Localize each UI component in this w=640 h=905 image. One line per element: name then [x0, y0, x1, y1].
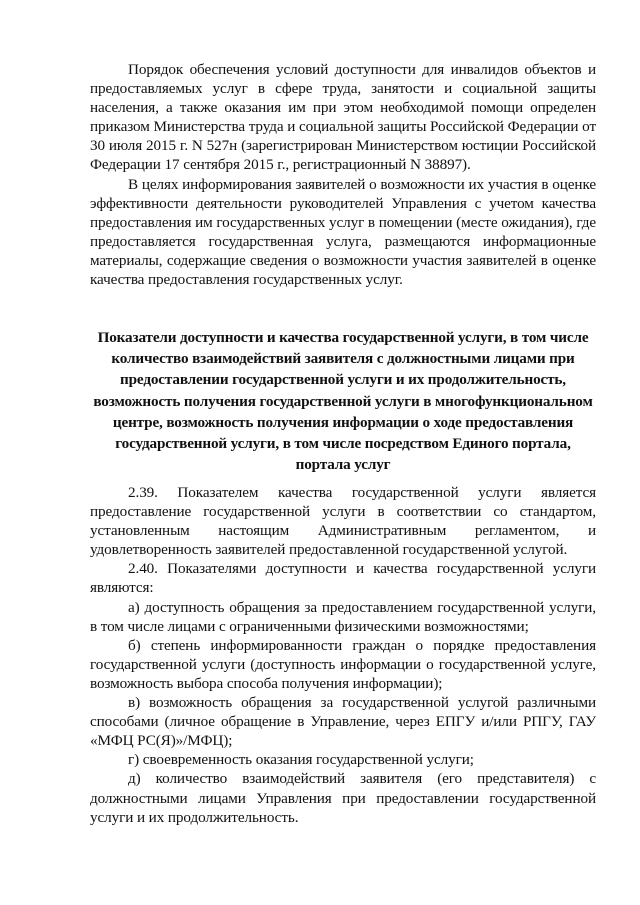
intro-paragraph-1: Порядок обеспечения условий доступности для инвалидов объектов и предоставляемых услуг в сфере труда, занятости и социальной защиты населения, а также оказания им при этом необходимой помощи определен приказом Министерства труда и социальной защиты Российской Федерации от 30 июля 2015 г. N 527н (зарегистрирован Министерством юстиции Российской Федерации 17 сентября 2015 г., регистрационный N 38897).: [90, 61, 596, 174]
intro-text: [90, 60, 596, 289]
section-body: [90, 483, 596, 827]
paragraph-2-39: 2.39. Показателем качества государственной услуги является предоставление государственной услуги в соответствии со стандартом, установленным настоящим Административным регламентом, и удовлетворенность заявителей предоставленной государственной услугой.: [90, 484, 596, 559]
section-heading: Показатели доступности и качества государственной услуги, в том числе количество взаимодействий заявителя с должностными лицами при предоставлении государственной услуги и их продолжительность, возможность получения государственной услуги в многофункциональном центре, возможность получения информации о ходе предоставления государственной услуги, в том числе посредством Единого портала, портала услуг: [93, 329, 593, 474]
paragraph-2-40: 2.40. Показателями доступности и качества государственной услуги являются:: [90, 560, 596, 597]
list-item-b: б) степень информированности граждан о порядке предоставления государственной услуги (доступность информации о государственной услуге, возможность выбора способа получения информации);: [90, 636, 596, 692]
list-item-v: в) возможность обращения за государственной услугой различными способами (личное обращение в Управление, через ЕПГУ и/или РПГУ, ГАУ «МФЦ РС(Я)»/МФЦ);: [90, 694, 596, 750]
list-item-a: а) доступность обращения за предоставлением государственной услуги, в том числе лицами с ограниченными физическими возможностями;: [90, 598, 596, 635]
list-item-d: д) количество взаимодействий заявителя (его представителя) с должностными лицами Управления при предоставлении государственной услуги и их продолжительность.: [90, 770, 596, 826]
list-item-g: г) своевременность оказания государственной услуги;: [128, 751, 474, 769]
intro-paragraph-2: В целях информирования заявителей о возможности их участия в оценке эффективности деятельности руководителей Управления с учетом качества предоставления им государственных услуг в помещении (месте ожидания), где предоставляется государственная услуга, размещаются информационные материалы, содержащие сведения о возможности участия заявителей в оценке качества предоставления государственных услуг.: [90, 175, 596, 289]
